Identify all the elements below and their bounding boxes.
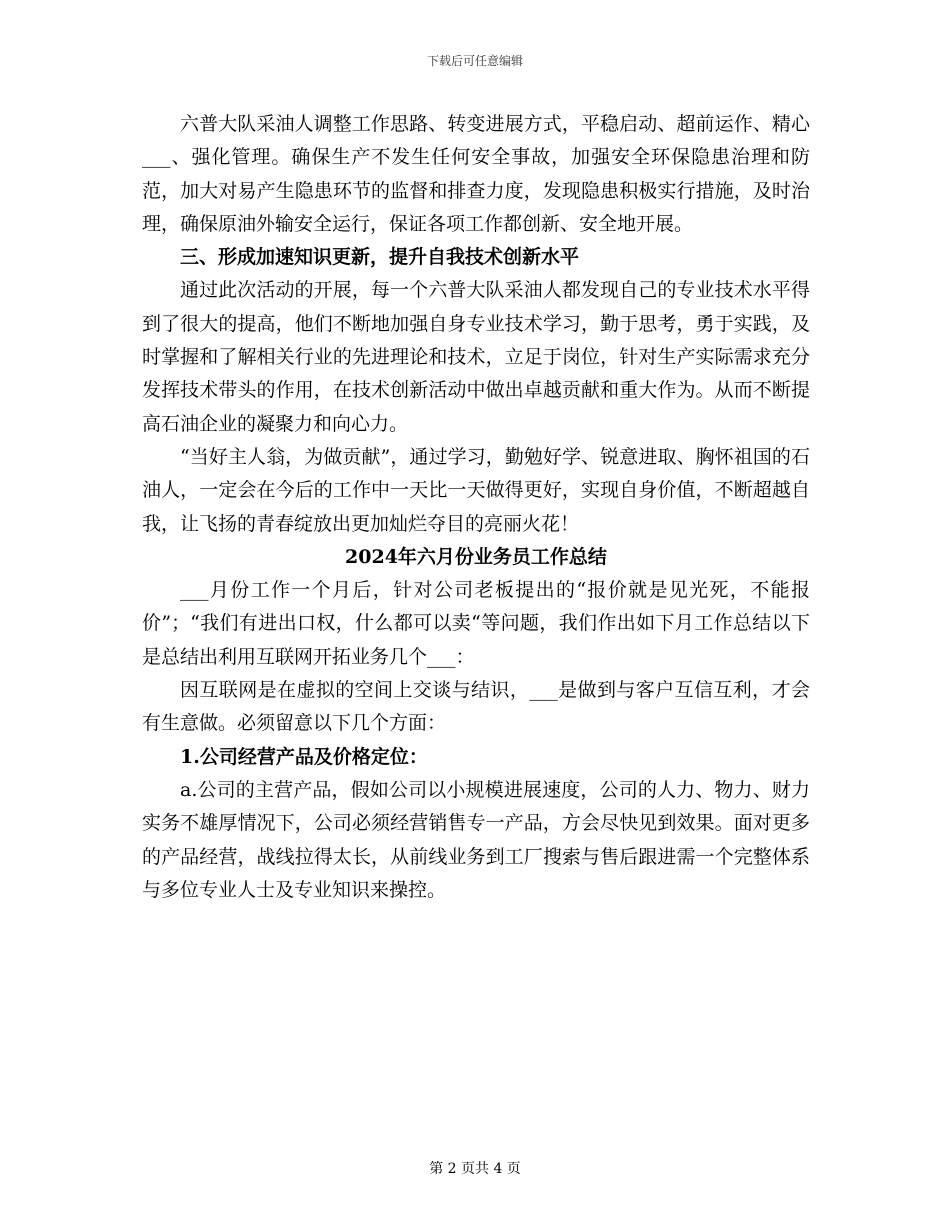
paragraph: 通过此次活动的开展，每一个六普大队采油人都发现自己的专业技术水平得到了很大的提高，他们不断地加强自身专业技术学习，勤于思考，勇于实践，及时掌握和了解相关行业的先进理论和技术，立足于岗位，针对生产实际需求充分发挥技术带头的作用，在技术创新活动中做出卓越贡献和重大作为。从而不断提高石油企业的凝聚力和向心力。 bbox=[142, 279, 810, 435]
document-body bbox=[142, 108, 810, 907]
page-number: 第 2 页共 4 页 bbox=[429, 1161, 521, 1177]
paragraph: “当好主人翁，为做贡献”，通过学习，勤勉好学、锐意进取、胸怀祖国的石油人，一定会在今后的工作中一天比一天做得更好，实现自身价值，不断超越自我，让飞扬的青春绽放出更加灿烂夺目的亮丽火花！ bbox=[142, 445, 810, 535]
page-header: 下载后可任意编辑 bbox=[426, 54, 523, 68]
paragraph: 六普大队采油人调整工作思路、转变进展方式，平稳启动、超前运作、精心___、强化管理。确保生产不发生任何安全事故，加强安全环保隐患治理和防范，加大对易产生隐患环节的监督和排查力度，发现隐患积极实行措施，及时治理，确保原油外输安全运行，保证各项工作都创新、安全地开展。 bbox=[142, 113, 810, 235]
paragraph: ___月份工作一个月后，针对公司老板提出的“报价就是见光死，不能报价”；“我们有进出口权，什么都可以卖“等问题，我们作出如下月工作总结以下是总结出利用互联网开拓业务几个___： bbox=[142, 579, 810, 668]
section-heading: 三、形成加速知识更新，提升自我技术创新水平 bbox=[180, 246, 580, 269]
section-heading: 1.公司经营产品及价格定位： bbox=[180, 745, 428, 768]
document-title: 2024年六月份业务员工作总结 bbox=[345, 545, 607, 568]
paragraph: 因互联网是在虚拟的空间上交谈与结识，___是做到与客户互信互利，才会有生意做。必须留意以下几个方面： bbox=[142, 679, 810, 735]
paragraph: a.公司的主营产品，假如公司以小规模进展速度，公司的人力、物力、财力实务不雄厚情况下，公司必须经营销售专一产品，方会尽快见到效果。面对更多的产品经营，战线拉得太长，从前线业务到工厂搜索与售后跟进需一个完整体系与多位专业人士及专业知识来操控。 bbox=[142, 778, 810, 901]
